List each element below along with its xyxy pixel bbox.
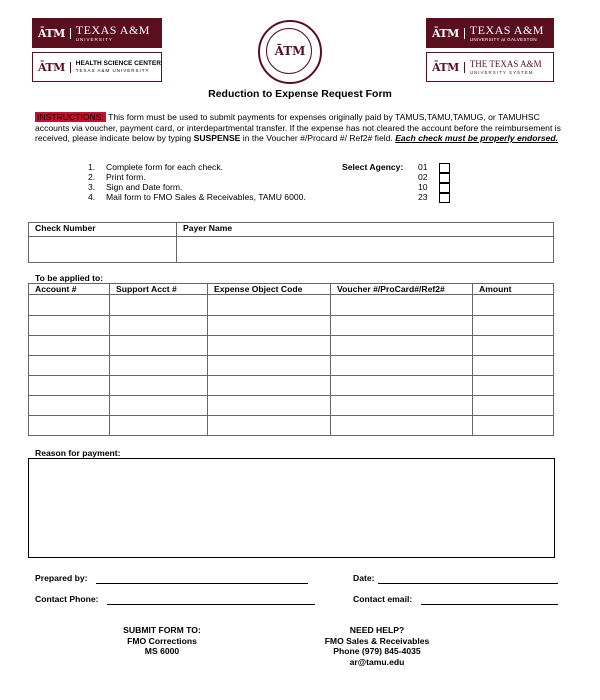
galveston-logo-name: TEXAS A&M — [469, 22, 544, 37]
account-header: Account # — [29, 284, 110, 295]
amount-header: Amount — [473, 284, 554, 295]
instructions-text-a: This form must be used to submit payments for expenses originally paid by TAMUS,TAMU,TAMUG, or TAMUHSC accounts via voucher, payment card, or interdepartmental transfer. If the expense has not cleared the account before the reimbursement is received, please indicate below by typing — [35, 112, 561, 143]
prepared-by-label: Prepared by: — [35, 573, 88, 583]
help-heading: NEED HELP? — [349, 625, 405, 635]
table-row — [29, 316, 554, 336]
prepared-by-field[interactable] — [96, 583, 308, 584]
voucher-cell[interactable] — [331, 396, 473, 416]
expense-object-cell[interactable] — [208, 416, 331, 436]
hsc-logo-name: HEALTH SCIENCE CENTER — [75, 60, 161, 68]
contact-email-label: Contact email: — [353, 594, 413, 604]
expense-object-cell[interactable] — [208, 376, 331, 396]
account-cell[interactable] — [29, 316, 110, 336]
check-number-field[interactable] — [29, 237, 177, 263]
support-acct-cell[interactable] — [110, 396, 208, 416]
system-logo-name: THE TEXAS A&M — [469, 58, 542, 69]
account-cell[interactable] — [29, 336, 110, 356]
expense-object-header: Expense Object Code — [208, 284, 331, 295]
expense-object-cell[interactable] — [208, 396, 331, 416]
atm-mark-icon: ĀTM — [33, 62, 71, 73]
amount-cell[interactable] — [473, 356, 554, 376]
galveston-logo — [426, 18, 554, 48]
list-item: 3. Sign and Date form. — [88, 182, 183, 192]
instructions-text-b: in the Voucher #/Procard #/ Ref2# field. — [240, 133, 396, 143]
check-table — [28, 222, 554, 263]
hsc-logo-sub: TEXAS A&M UNIVERSITY — [75, 68, 150, 74]
seal-mark-icon: ĀTM — [274, 44, 306, 58]
agency-checkbox-01[interactable] — [439, 163, 450, 173]
support-acct-cell[interactable] — [110, 295, 208, 316]
atm-mark-icon: ĀTM — [427, 62, 465, 73]
payer-name-header: Payer Name — [177, 223, 554, 237]
agency-checkbox-10[interactable] — [439, 183, 450, 193]
help-block — [307, 625, 447, 667]
voucher-cell[interactable] — [331, 376, 473, 396]
contact-email-field[interactable] — [421, 604, 558, 605]
account-cell[interactable] — [29, 376, 110, 396]
galveston-logo-sub: UNIVERSITY at GALVESTON — [469, 36, 537, 42]
reason-label: Reason for payment: — [35, 448, 121, 458]
contact-phone-label: Contact Phone: — [35, 594, 99, 604]
atm-mark-icon: ĀTM — [33, 28, 71, 39]
amount-cell[interactable] — [473, 396, 554, 416]
account-cell[interactable] — [29, 295, 110, 316]
help-line1: FMO Sales & Receivables — [324, 635, 430, 646]
tamu-logo — [32, 18, 162, 48]
applied-to-label: To be applied to: — [35, 273, 104, 283]
expense-object-cell[interactable] — [208, 316, 331, 336]
table-row — [29, 295, 554, 316]
expense-object-cell[interactable] — [208, 295, 331, 316]
table-row — [29, 376, 554, 396]
form-title: Reduction to Expense Request Form — [208, 88, 392, 100]
table-row — [29, 396, 554, 416]
atm-mark-icon: ĀTM — [427, 28, 465, 39]
support-acct-cell[interactable] — [110, 416, 208, 436]
date-field[interactable] — [378, 583, 558, 584]
check-number-header: Check Number — [29, 223, 177, 237]
account-cell[interactable] — [29, 396, 110, 416]
submit-block — [100, 625, 224, 657]
support-acct-header: Support Acct # — [110, 284, 208, 295]
agency-checkbox-23[interactable] — [439, 193, 450, 203]
amount-cell[interactable] — [473, 295, 554, 316]
instructions-suspense: SUSPENSE — [193, 133, 241, 143]
amount-cell[interactable] — [473, 316, 554, 336]
support-acct-cell[interactable] — [110, 376, 208, 396]
help-email[interactable]: ar@tamu.edu — [349, 656, 405, 667]
instructions — [35, 112, 565, 144]
support-acct-cell[interactable] — [110, 356, 208, 376]
voucher-cell[interactable] — [331, 316, 473, 336]
voucher-cell[interactable] — [331, 416, 473, 436]
system-logo — [426, 52, 554, 82]
support-acct-cell[interactable] — [110, 316, 208, 336]
university-seal — [258, 20, 322, 84]
submit-line1: FMO Corrections — [127, 635, 197, 646]
submit-line2: MS 6000 — [144, 646, 180, 656]
voucher-header: Voucher #/ProCard#/Ref2# — [331, 284, 473, 295]
voucher-cell[interactable] — [331, 356, 473, 376]
expense-object-cell[interactable] — [208, 336, 331, 356]
voucher-cell[interactable] — [331, 295, 473, 316]
select-agency-label: Select Agency: — [342, 162, 404, 172]
date-label: Date: — [353, 573, 375, 583]
agency-checkbox-02[interactable] — [439, 173, 450, 183]
amount-cell[interactable] — [473, 416, 554, 436]
tamu-logo-sub: UNIVERSITY — [75, 36, 113, 42]
agency-code: 23 — [418, 192, 428, 202]
amount-cell[interactable] — [473, 376, 554, 396]
agency-code: 10 — [418, 182, 428, 192]
contact-phone-field[interactable] — [107, 604, 315, 605]
applied-table — [28, 283, 554, 436]
agency-code: 01 — [418, 162, 428, 172]
voucher-cell[interactable] — [331, 336, 473, 356]
list-item: 2. Print form. — [88, 172, 146, 182]
system-logo-sub: UNIVERSITY SYSTEM — [469, 69, 534, 75]
reason-field[interactable] — [28, 458, 555, 558]
hsc-logo — [32, 52, 162, 82]
account-cell[interactable] — [29, 416, 110, 436]
table-row — [29, 356, 554, 376]
table-row — [29, 416, 554, 436]
account-cell[interactable] — [29, 356, 110, 376]
instructions-label: INSTRUCTIONS: — [37, 112, 104, 122]
payer-name-field[interactable] — [177, 237, 554, 263]
steps-list — [88, 162, 306, 202]
expense-object-cell[interactable] — [208, 356, 331, 376]
help-line2: Phone (979) 845-4035 — [333, 646, 421, 656]
agency-codes — [418, 162, 428, 202]
amount-cell[interactable] — [473, 336, 554, 356]
table-row — [29, 336, 554, 356]
support-acct-cell[interactable] — [110, 336, 208, 356]
list-item: 1. Complete form for each check. — [88, 162, 224, 172]
instructions-endorse: Each check must be properly endorsed. — [395, 133, 559, 143]
agency-code: 02 — [418, 172, 428, 182]
submit-heading: SUBMIT FORM TO: — [123, 625, 201, 635]
list-item: 4. Mail form to FMO Sales & Receivables, TAMU 6000. — [88, 192, 306, 202]
tamu-logo-name: TEXAS A&M — [75, 22, 150, 37]
